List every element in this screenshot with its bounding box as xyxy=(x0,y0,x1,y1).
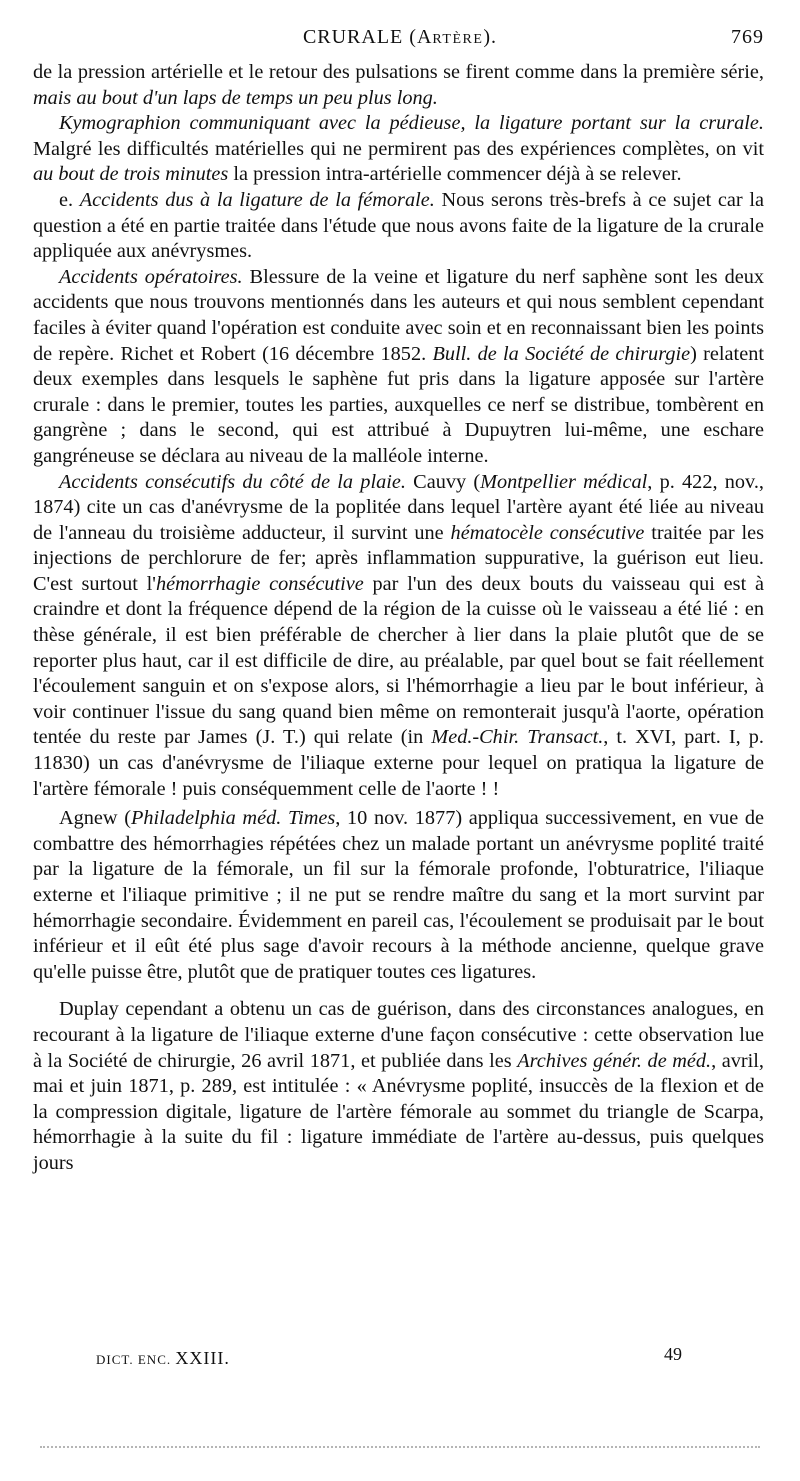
italic-run: Kymographion communiquant avec la pédieuse, la ligature portant sur la crurale. xyxy=(59,112,764,135)
italic-run: Accidents opératoires. xyxy=(59,265,243,288)
signature-label: DICT. ENC. xyxy=(96,1352,176,1367)
paragraph xyxy=(33,806,764,985)
text-run: Nous serons très-brefs à ce sujet car la question a été en partie traitée dans l'étude que nous avons faite de la ligature de la crurale appliquée aux anévrysmes. xyxy=(33,188,764,263)
paragraph xyxy=(33,470,764,803)
italic-run: hématocèle consécutive xyxy=(450,521,645,544)
italic-run: Accidents consécutifs du côté de la plaie. xyxy=(59,470,406,493)
running-title-smallcaps: RTÈRE xyxy=(432,32,484,47)
page-number: 769 xyxy=(731,26,764,48)
italic-run: mais au bout d'un laps de temps un peu plus long. xyxy=(33,86,438,109)
text-run: Blessure de la veine et ligature du nerf saphène sont les deux accidents que nous trouvons mentionnés dans les auteurs et qui nous semblent cependant faciles à éviter quand l'opération est conduite avec soin et en reconnaissant bien les points de repère. Richet et Robert (16 décembre 1852. xyxy=(33,265,764,365)
text-run: traitée par les injections de perchlorure de fer; après inflammation suppurative, la guérison eut lieu. C'est surtout l' xyxy=(33,521,764,595)
text-run: , 10 nov. 1877) appliqua successivement, en vue de combattre des hémorrhagies répétées chez un malade portant un anévrysme poplité traité par la ligature de la fémorale, un fil sur la fémorale profonde, l'obturatrice, l'iliaque externe et l'iliaque primitive ; il ne put se rendre maître du sang et la mort survint par hémorrhagie secondaire. Évidemment en pareil cas, l'écoulement se produisait par le bout inférieur et il eût été plus sage d'avoir recours à la méthode ancienne, quelque grave qu'elle puisse être, plutôt que de pratiquer toutes ces ligatures. xyxy=(33,807,764,983)
text-run: Malgré les difficultés matérielles qui ne permirent pas des expériences complètes, on vit xyxy=(33,137,764,160)
italic-run: Archives génér. de méd. xyxy=(517,1049,712,1072)
running-title-main: CRURALE (A xyxy=(302,26,433,48)
running-header xyxy=(32,26,768,54)
text-run: , t. XVI, part. I, p. 11830) un cas d'anévrysme de l'iliaque externe pour lequel on pratiqua la ligature de l'artère fémorale ! puis conséquemment celle de l'aorte ! ! xyxy=(33,726,764,800)
running-title xyxy=(32,26,768,49)
paragraph xyxy=(33,60,764,111)
text-run: la pression intra-artérielle commencer déjà à se relever. xyxy=(228,163,682,186)
scan-dotted-line xyxy=(40,1446,760,1450)
running-title-end: ). xyxy=(483,26,498,48)
text-run: Duplay cependant a obtenu un cas de guérison, dans des circonstances analogues, en recourant à la ligature de l'iliaque externe d'une façon consécutive : cette observation lue à la Société de chirurgie, 26 avril 1871, et publiée dans les xyxy=(33,998,764,1072)
italic-run: Med.-Chir. Transact. xyxy=(431,726,604,749)
signature-volume: XXIII. xyxy=(175,1348,230,1368)
text-run: , p. 422, nov., 1874) cite un cas d'anévrysme de la poplitée dans lequel l'artère ayant été liée au niveau de l'anneau du troisième adducteur, il survint une xyxy=(33,470,764,544)
printer-signature xyxy=(96,1348,230,1369)
italic-run: Philadelphia méd. Times xyxy=(131,807,336,830)
paragraph xyxy=(33,997,764,1176)
sheet-number: 49 xyxy=(664,1344,682,1364)
italic-run: Bull. de la Société de chirurgie xyxy=(432,342,691,365)
text-run: Cauvy ( xyxy=(405,470,481,493)
text-run: de la pression artérielle et le retour des pulsations se firent comme dans la première série, xyxy=(33,61,764,83)
italic-run: au bout de trois minutes xyxy=(33,163,229,186)
italic-run: Accidents dus à la ligature de la fémorale. xyxy=(79,188,435,211)
text-run: e. xyxy=(59,188,80,211)
text-run: , avril, mai et juin 1871, p. 289, est intitulée : « Anévrysme poplité, insuccès de la flexion et de la compression digitale, ligature de l'artère fémorale au sommet du triangle de Scarpa, hémorrhagie à la suite du fil : ligature immédiate de l'artère au-dessus, puis quelques jours xyxy=(33,1049,764,1174)
italic-run: Montpellier médical xyxy=(480,470,648,493)
body-text xyxy=(33,60,764,1177)
text-run: par l'un des deux bouts du vaisseau qui est à craindre et dont la fréquence dépend de la région de la cuisse où le vaisseau a été lié : en thèse générale, il est bien préférable de chercher à lier dans la plaie plutôt que de se reporter plus haut, car il est difficile de dire, au préalable, par quel bout se fait réellement l'écoulement sanguin et on s'expose alors, si l'hémorrhagie a lieu par le bout inférieur, à voir continuer l'issue du sang quand bien même on remonterait jusqu'à l'aorte, opération tentée du reste par James (J. T.) qui relate (in xyxy=(33,572,764,749)
paragraph xyxy=(33,188,764,265)
italic-run: hémorrhagie consécutive xyxy=(155,572,364,595)
text-run: ) relatent deux exemples dans lesquels le saphène fut pris dans la ligature apposée sur l'artère crurale : dans le premier, toutes les parties, auxquelles ce nerf se distribue, tombèrent en gangrène ; dans le second, qui est attribué à Dupuytren lui-même, une eschare gangréneuse se déclara au niveau de la malléole interne. xyxy=(33,342,764,467)
paragraph xyxy=(33,111,764,188)
text-run: Agnew ( xyxy=(59,807,131,830)
paragraph xyxy=(33,265,764,470)
